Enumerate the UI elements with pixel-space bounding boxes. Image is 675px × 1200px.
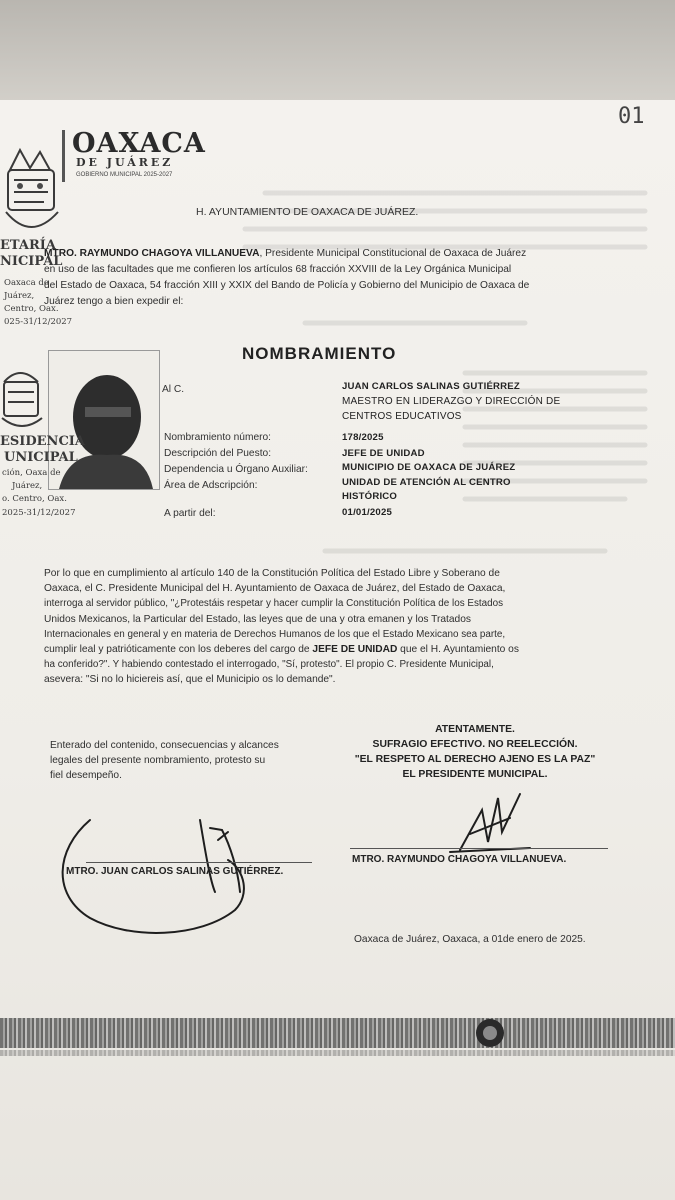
folio-number: 01 [618, 104, 645, 129]
oath-line: Internacionales en general y en materia de Derechos Humanos de los que el Estado Mexicano sea parte, [44, 628, 506, 640]
closing-line: EL PRESIDENTE MUNICIPAL. [402, 769, 548, 780]
signature-line [350, 848, 608, 849]
intro-line-2: en uso de las facultades que me confieren los artículos 68 fracción XXVIII de la Ley Orgánica Municipal [44, 264, 512, 275]
signer-right-name: MTRO. RAYMUNDO CHAGOYA VILLANUEVA. [352, 854, 567, 865]
signer-left-name: MTRO. JUAN CARLOS SALINAS GUTIÉRREZ. [66, 866, 284, 877]
oath-paragraph [44, 566, 614, 688]
logo-name: OAXACA [72, 128, 206, 159]
stamp-text-line: ETARÍA [0, 238, 56, 253]
appointee-degree: MAESTRO EN LIDERAZGO Y DIRECCIÓN DE [342, 396, 561, 407]
footer-band [0, 1018, 675, 1048]
intro-line-1 [44, 246, 526, 261]
oath-line: interroga al servidor público, "¿Protestáis respetar y hacer cumplir la Constitución Política de los Estados [44, 598, 504, 610]
closing-line: ATENTAMENTE. [435, 724, 515, 735]
area-value: HISTÓRICO [342, 491, 398, 502]
oath-position: JEFE DE UNIDAD [312, 644, 398, 656]
acceptance-text [50, 738, 279, 784]
coat-of-arms-icon [0, 140, 70, 250]
oath-line: ha conferido?". Y habiendo contestado el interrogado, "Sí, protesto". El propio C. Presidente Municipal, [44, 659, 494, 671]
logo-tagline: GOBIERNO MUNICIPAL 2025-2027 [76, 172, 173, 178]
closing-line: SUFRAGIO EFECTIVO. NO REELECCIÓN. [372, 739, 578, 750]
background-page-edge [0, 0, 675, 100]
coat-of-arms-icon [0, 362, 60, 432]
signature-line [86, 862, 312, 863]
number-value: 178/2025 [342, 432, 384, 443]
oath-text: que el H. Ayuntamiento os [397, 644, 519, 656]
start-label: A partir del: [164, 508, 216, 519]
stamp-text-line: NICIPAL [0, 254, 63, 269]
oath-line: Oaxaca, el C. Presidente Municipal del H. Ayuntamiento de Oaxaca de Juárez, del Estado de Oaxaca, [44, 583, 506, 595]
stamp-text-line: Juárez, [12, 481, 43, 491]
oath-line: Por lo que en cumplimiento al artículo 140 de la Constitución Política del Estado Libre y Soberano de [44, 568, 500, 579]
appointee-name: JUAN CARLOS SALINAS GUTIÉRREZ [342, 381, 520, 392]
place-date: Oaxaca de Juárez, Oaxaca, a 01de enero de 2025. [354, 934, 586, 945]
to-label: Al C. [162, 384, 185, 395]
oath-line: asevera: "Si no lo hiciereis así, que el Municipio os lo demande". [44, 674, 336, 686]
logo-divider [62, 130, 65, 182]
stamp-text-line: o. Centro, Oax. [2, 494, 67, 504]
stamp-text-line: ción, Oaxa de [2, 468, 61, 478]
position-value: JEFE DE UNIDAD [342, 448, 425, 459]
bleed-through-lines [225, 185, 665, 565]
closing-block [340, 722, 610, 782]
portrait-photo-icon [49, 351, 159, 489]
closing-line: "EL RESPETO AL DERECHO AJENO ES LA PAZ" [354, 754, 596, 765]
authority-heading: H. AYUNTAMIENTO DE OAXACA DE JUÁREZ. [196, 206, 419, 218]
intro-text: , Presidente Municipal Constitucional de Oaxaca de Juárez [259, 248, 527, 259]
oath-text: cumplir leal y patrióticamente con los deberes del cargo de [44, 644, 313, 656]
start-value: 01/01/2025 [342, 507, 393, 518]
dependency-label: Dependencia u Órgano Auxiliar: [164, 464, 308, 475]
footer-emblem-icon [470, 1016, 510, 1050]
footer-band-shadow [0, 1050, 675, 1056]
oath-line [44, 642, 614, 657]
document-title: NOMBRAMIENTO [242, 344, 397, 363]
employee-photo [48, 350, 160, 490]
signature-right [440, 790, 540, 860]
stamp-text-line: ESIDENCIA [0, 434, 85, 449]
president-name: MTRO. RAYMUNDO CHAGOYA VILLANUEVA [44, 248, 260, 259]
stamp-text-line: Centro, Oax. [4, 304, 59, 314]
acceptance-line: legales del presente nombramiento, protesto su [50, 755, 266, 767]
area-label: Área de Adscripción: [164, 480, 258, 491]
stamp-text-line: Oaxaca de [4, 278, 49, 288]
acceptance-line: fiel desempeño. [50, 770, 122, 782]
appointee-degree: CENTROS EDUCATIVOS [342, 411, 462, 422]
dependency-value: MUNICIPIO DE OAXACA DE JUÁREZ [342, 462, 516, 473]
stamp-text-line: UNICIPAL [4, 450, 78, 465]
stamp-text-line: 2025-31/12/2027 [2, 508, 76, 518]
acceptance-line: Enterado del contenido, consecuencias y alcances [50, 740, 279, 751]
position-label: Descripción del Puesto: [164, 448, 272, 459]
oath-line: Unidos Mexicanos, la Particular del Estado, las leyes que de una y otra emanen y los Tratados [44, 613, 471, 625]
stamp-text-line: Juárez, [4, 291, 35, 301]
area-value: UNIDAD DE ATENCIÓN AL CENTRO [342, 477, 511, 488]
logo-subtitle: DE JUÁREZ [76, 156, 174, 169]
stamp-text-line: 025-31/12/2027 [4, 317, 73, 327]
intro-line-4: Juárez tengo a bien expedir el: [44, 296, 184, 307]
number-label: Nombramiento número: [164, 432, 272, 443]
intro-line-3: del Estado de Oaxaca, 54 fracción XIII y XXIX del Bando de Policía y Gobierno del Municipio de Oaxaca de [44, 280, 530, 291]
